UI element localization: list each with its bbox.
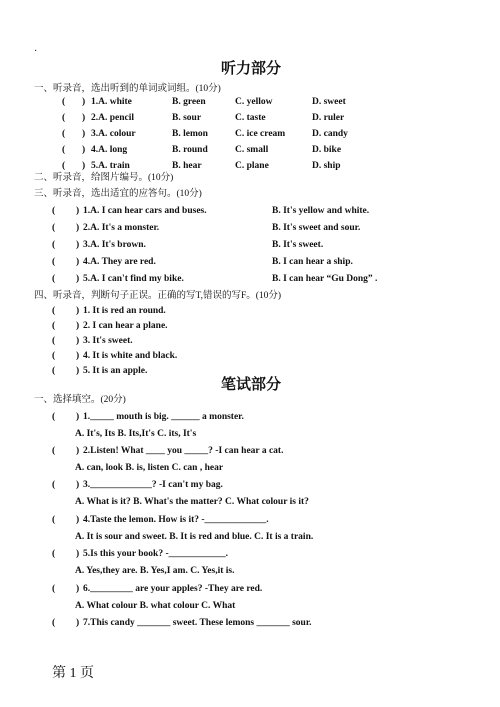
- answer-paren-open: (: [52, 366, 56, 376]
- question-option-c: C. ice cream: [235, 129, 286, 139]
- answer-paren-open: (: [62, 161, 66, 171]
- question-option-d: D. candy: [312, 129, 348, 139]
- answer-paren-open: (: [62, 129, 66, 139]
- response-option-b: B. It's yellow and white.: [272, 206, 370, 216]
- question-option-a: 1.A. white: [91, 97, 132, 107]
- answer-paren-close: ): [82, 129, 86, 139]
- answer-paren-open: (: [52, 306, 56, 316]
- answer-paren-close: ): [76, 618, 80, 628]
- answer-paren-close: ): [76, 240, 80, 250]
- answer-paren-open: (: [52, 274, 56, 284]
- answer-paren-close: ): [76, 223, 80, 233]
- answer-paren-open: (: [52, 351, 56, 361]
- response-option-b: B. It's sweet.: [272, 240, 324, 250]
- true-false-statement: 1. It is red an round.: [83, 306, 166, 316]
- question-option-c: C. small: [235, 145, 269, 155]
- question-option-a: 4.A. long: [91, 145, 128, 155]
- fill-blank-question: 5.Is this your book? -____________.: [83, 549, 228, 559]
- response-option-b: B. It's sweet and sour.: [272, 223, 361, 233]
- fill-blank-options: A. What colour B. what colour C. What: [75, 601, 236, 611]
- answer-paren-open: (: [52, 321, 56, 331]
- fill-blank-question: 7.This candy _______ sweet. These lemons _______ sour.: [83, 618, 312, 628]
- answer-paren-close: ): [82, 161, 86, 171]
- fill-blank-options: A. Yes,they are. B. Yes,I am. C. Yes,it is.: [75, 566, 235, 576]
- answer-paren-close: ): [76, 412, 80, 422]
- answer-paren-open: (: [62, 145, 66, 155]
- answer-paren-close: ): [76, 257, 80, 267]
- question-option-b: B. sour: [172, 113, 202, 123]
- writing-title: 笔试部分: [221, 377, 282, 393]
- question-option-b: B. hear: [172, 161, 202, 171]
- answer-paren-close: ): [76, 351, 80, 361]
- answer-paren-close: ): [76, 515, 80, 525]
- answer-paren-open: (: [52, 446, 56, 456]
- fill-blank-question: 6._________ are your apples? -They are red.: [83, 584, 263, 594]
- answer-paren-close: ): [82, 113, 86, 123]
- question-option-a: 2.A. pencil: [91, 113, 135, 123]
- answer-paren-close: ): [82, 145, 86, 155]
- question-option-c: C. taste: [235, 113, 266, 123]
- fill-blank-options: A. can, look B. is, listen C. can , hear: [75, 463, 224, 473]
- true-false-statement: 2. I can hear a plane.: [83, 321, 168, 331]
- answer-paren-close: ): [76, 480, 80, 490]
- true-false-statement: 4. It is white and black.: [83, 351, 178, 361]
- answer-paren-open: (: [52, 240, 56, 250]
- answer-paren-open: (: [52, 480, 56, 490]
- question-option-b: B. green: [172, 97, 206, 107]
- listening-section4-heading: 四、听录音，判断句子正误。正确的写T,错误的写F。(10分): [34, 291, 282, 301]
- answer-paren-close: ): [76, 306, 80, 316]
- answer-paren-close: ): [76, 336, 80, 346]
- question-option-d: D. bike: [312, 145, 342, 155]
- response-option-b: B. I can hear a ship.: [272, 257, 353, 267]
- answer-paren-close: ): [76, 446, 80, 456]
- writing-section1-heading: 一、选择填空。(20分): [34, 395, 126, 405]
- response-option-a: 2.A. It's a monster.: [83, 223, 160, 233]
- fill-blank-question: 3._____________? -I can't my bag.: [83, 480, 223, 490]
- question-option-b: B. lemon: [172, 129, 208, 139]
- answer-paren-close: ): [82, 97, 86, 107]
- fill-blank-options: A. It is sour and sweet. B. It is red and blue. C. It is a train.: [75, 532, 314, 542]
- question-option-a: 3.A. colour: [91, 129, 136, 139]
- listening-section3-heading: 三、听录音，选出适宜的应答句。(10分): [34, 189, 202, 199]
- listening-section2-heading: 二、听录音，给图片编号。(10分): [34, 173, 174, 183]
- answer-paren-open: (: [52, 257, 56, 267]
- question-option-d: D. sweet: [312, 97, 346, 107]
- page-dot: ·: [34, 46, 38, 57]
- question-option-c: C. plane: [235, 161, 269, 171]
- response-option-a: 4.A. They are red.: [83, 257, 156, 267]
- answer-paren-close: ): [76, 549, 80, 559]
- listening-section1-heading: 一、听录音，选出听到的单词或词组。(10分): [34, 84, 221, 94]
- response-option-a: 3.A. It's brown.: [83, 240, 146, 250]
- question-option-d: D. ruler: [312, 113, 345, 123]
- answer-paren-open: (: [52, 336, 56, 346]
- response-option-b: B. I can hear “Gu Dong” .: [272, 274, 378, 284]
- answer-paren-close: ): [76, 206, 80, 216]
- question-option-b: B. round: [172, 145, 208, 155]
- listening-title: 听力部分: [221, 61, 282, 77]
- answer-paren-open: (: [52, 206, 56, 216]
- fill-blank-options: A. What is it? B. What's the matter? C. What colour is it?: [75, 497, 309, 507]
- fill-blank-question: 2.Listen! What ____ you _____? -I can hear a cat.: [83, 446, 284, 456]
- response-option-a: 1.A. I can hear cars and buses.: [83, 206, 207, 216]
- question-option-a: 5.A. train: [91, 161, 130, 171]
- answer-paren-open: (: [52, 584, 56, 594]
- true-false-statement: 3. It's sweet.: [83, 336, 133, 346]
- true-false-statement: 5. It is an apple.: [83, 366, 148, 376]
- answer-paren-close: ): [76, 584, 80, 594]
- fill-blank-question: 4.Taste the lemon. How is it? -_____________.: [83, 515, 269, 525]
- question-option-c: C. yellow: [235, 97, 273, 107]
- fill-blank-question: 1._____ mouth is big. ______ a monster.: [83, 412, 244, 422]
- answer-paren-open: (: [52, 618, 56, 628]
- answer-paren-open: (: [62, 113, 66, 123]
- page-footer: 第 1 页: [52, 666, 94, 681]
- answer-paren-open: (: [62, 97, 66, 107]
- question-option-d: D. ship: [312, 161, 341, 171]
- answer-paren-close: ): [76, 274, 80, 284]
- answer-paren-open: (: [52, 549, 56, 559]
- fill-blank-options: A. It's, Its B. Its,It's C. its, It's: [75, 429, 197, 439]
- answer-paren-close: ): [76, 321, 80, 331]
- answer-paren-open: (: [52, 412, 56, 422]
- response-option-a: 5.A. I can't find my bike.: [83, 274, 184, 284]
- answer-paren-close: ): [76, 366, 80, 376]
- answer-paren-open: (: [52, 515, 56, 525]
- answer-paren-open: (: [52, 223, 56, 233]
